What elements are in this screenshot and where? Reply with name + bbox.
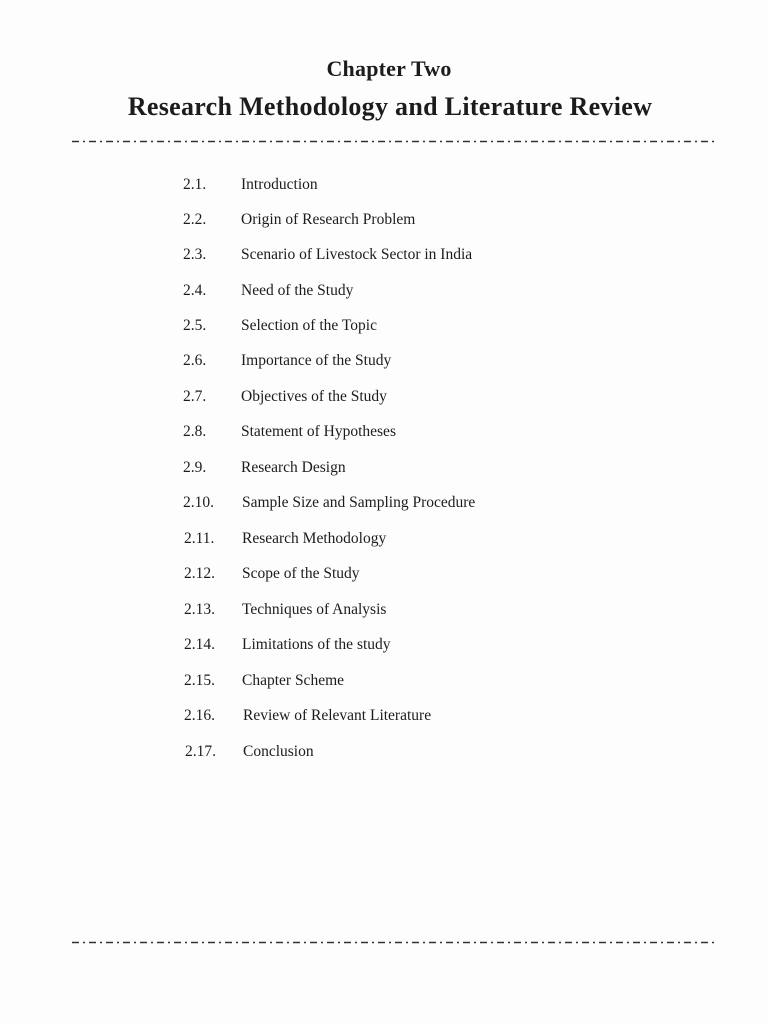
toc-item-title: Sample Size and Sampling Procedure [242, 494, 476, 511]
toc-item [0, 601, 768, 629]
toc-item-number: 2.5. [183, 317, 207, 334]
toc-item-title: Importance of the Study [241, 352, 392, 369]
toc-item [0, 246, 768, 274]
toc-item-title: Scenario of Livestock Sector in India [241, 246, 473, 263]
toc-item [0, 317, 768, 345]
toc-item-number: 2.13. [184, 601, 215, 618]
toc-item-number: 2.14. [184, 636, 215, 653]
toc-item-title: Chapter Scheme [242, 672, 345, 689]
toc-item-number: 2.11. [184, 530, 215, 547]
toc-item-number: 2.10. [183, 494, 214, 511]
toc-item [0, 494, 768, 522]
toc-item-number: 2.6. [183, 352, 207, 369]
toc-item-number: 2.15. [184, 672, 215, 689]
toc-item-title: Selection of the Topic [241, 317, 377, 334]
bottom-dash-dot-divider [72, 941, 716, 944]
toc-item-number: 2.3. [183, 246, 207, 263]
toc-item [0, 459, 768, 487]
toc-item-title: Objectives of the Study [241, 388, 387, 405]
toc-item-title: Statement of Hypotheses [241, 423, 396, 440]
toc-item-title: Scope of the Study [242, 565, 360, 582]
toc-item [0, 672, 768, 700]
toc-item-title: Origin of Research Problem [241, 211, 416, 228]
toc-item-number: 2.1. [183, 176, 207, 193]
chapter-label: Chapter Two [326, 56, 452, 81]
toc-item [0, 352, 768, 380]
toc-item [0, 565, 768, 593]
toc-item [0, 176, 768, 204]
toc-item-number: 2.17. [185, 743, 216, 760]
toc-item-title: Research Methodology [242, 530, 387, 547]
toc-item-number: 2.4. [183, 282, 207, 299]
toc-item-number: 2.2. [183, 211, 207, 228]
toc-item-number: 2.8. [183, 423, 207, 440]
toc-item-title: Techniques of Analysis [242, 601, 387, 618]
toc-item-number: 2.12. [184, 565, 215, 582]
toc-item [0, 707, 768, 735]
toc-item [0, 211, 768, 239]
toc-item [0, 530, 768, 558]
toc-item [0, 282, 768, 310]
toc-item-number: 2.9. [183, 459, 207, 476]
toc-item-title: Limitations of the study [242, 636, 391, 653]
toc-item-number: 2.7. [183, 388, 207, 405]
toc-item [0, 388, 768, 416]
top-dash-dot-divider [72, 140, 716, 143]
toc-item [0, 743, 768, 771]
toc-item [0, 423, 768, 451]
toc-item-title: Review of Relevant Literature [243, 707, 432, 724]
toc-item-title: Need of the Study [241, 282, 354, 299]
toc-item [0, 636, 768, 664]
toc-item-title: Introduction [241, 176, 318, 193]
chapter-title: Research Methodology and Literature Review [127, 92, 653, 121]
toc-item-title: Research Design [241, 459, 346, 476]
toc-item-number: 2.16. [184, 707, 215, 724]
toc-item-title: Conclusion [243, 743, 314, 760]
